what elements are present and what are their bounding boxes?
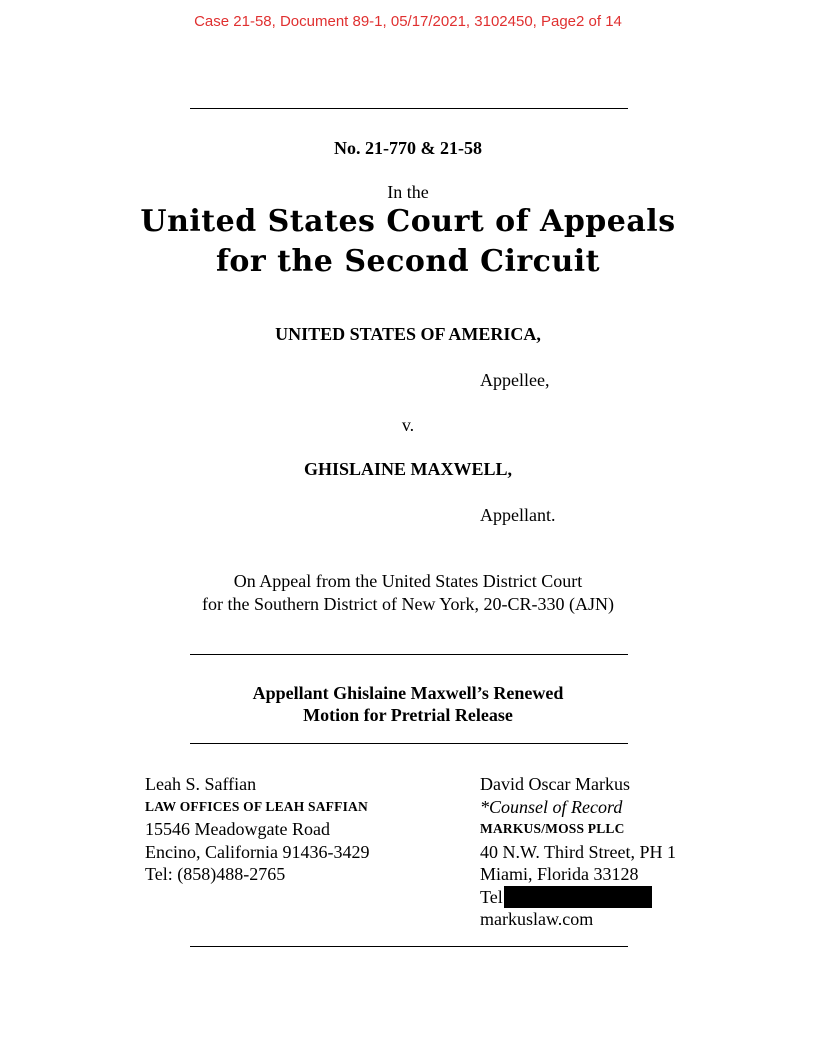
counsel-right-phone-label: Tel [480,886,503,907]
court-name-line1: United States Court of Appeals [140,204,676,239]
counsel-right-name: David Oscar Markus [480,774,630,794]
divider-middle [190,654,628,655]
case-header-stamp: Case 21-58, Document 89-1, 05/17/2021, 3102450, Page2 of 14 [194,13,622,30]
versus-label: v. [401,415,415,435]
in-the-label: In the [387,182,429,202]
divider-top [190,108,628,109]
counsel-left-firm: LAW OFFICES OF LEAH SAFFIAN [145,798,368,814]
counsel-left-name: Leah S. Saffian [145,774,257,794]
counsel-right-address2: Miami, Florida 33128 [480,864,639,884]
motion-title-line1: Appellant Ghislaine Maxwell’s Renewed [252,683,564,703]
counsel-right-phone-row [480,886,676,909]
counsel-left-address2: Encino, California 91436-3429 [145,841,370,862]
counsel-right-note: *Counsel of Record [480,796,623,817]
counsel-left-phone: Tel: (858)488-2765 [145,864,286,884]
party-appellant-name: GHISLAINE MAXWELL, [303,459,513,479]
party-appellant-role: Appellant. [480,505,556,525]
motion-title-line2: Motion for Pretrial Release [303,705,513,725]
divider-lower [190,743,628,744]
docket-number: No. 21-770 & 21-58 [334,138,482,158]
appeal-line-1: On Appeal from the United States District Court [233,571,583,591]
redaction-box [504,886,652,908]
counsel-right-address1: 40 N.W. Third Street, PH 1 [480,841,676,862]
counsel-block-left [145,773,369,886]
counsel-left-address1: 15546 Meadowgate Road [145,819,330,839]
counsel-right-firm: MARKUS/MOSS PLLC [480,821,625,836]
counsel-block-right [480,773,676,931]
party-appellee-name: UNITED STATES OF AMERICA, [275,324,541,344]
court-name-line2: for the Second Circuit [215,244,601,279]
counsel-right-email: markuslaw.com [480,909,594,929]
appeal-line-2: for the Southern District of New York, 20-CR-330 (AJN) [202,594,614,614]
party-appellee-role: Appellee, [480,370,550,390]
divider-bottom [190,946,628,947]
